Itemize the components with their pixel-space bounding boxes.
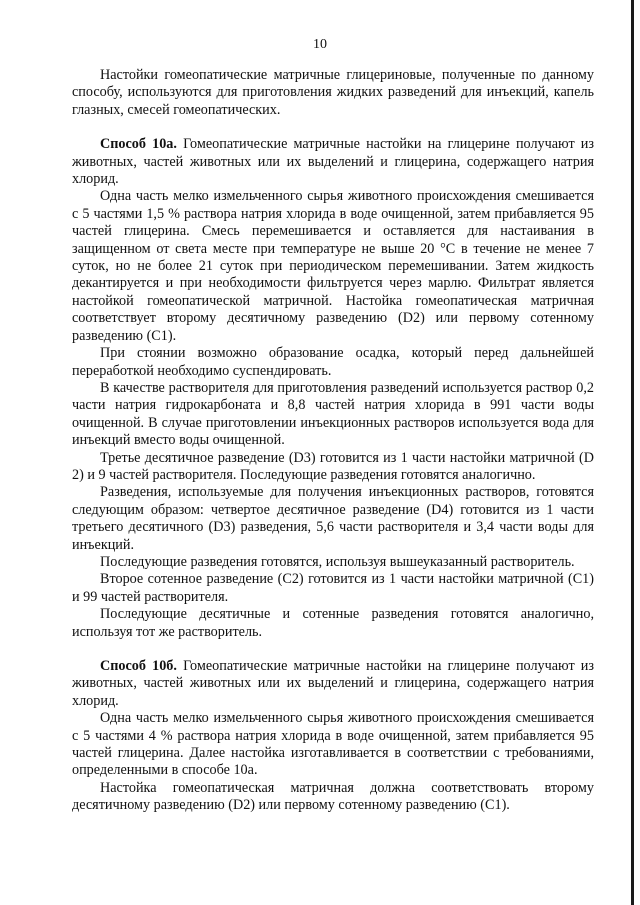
method-10a-title: Способ 10а. xyxy=(100,136,177,153)
paragraph-method-10b-procedure: Одна часть мелко измельченного сырья животного происхождения смешивается с 5 частями 4 % раствора натрия хлорида в воде очищенной, затем прибавляется 95 частей глицерина. Далее настойка изготавливается в соответствии с требованиями, определенными в способе 10а. xyxy=(72,710,594,779)
page-number: 10 xyxy=(313,37,327,52)
paragraph-further-dilutions: Последующие десятичные и сотенные разведения готовятся аналогично, используя тот же растворитель. xyxy=(72,606,594,640)
paragraph-method-10a-procedure: Одна часть мелко измельченного сырья животного происхождения смешивается с 5 частями 1,5 % раствора натрия хлорида в воде очищенной, затем прибавляется 95 частей глицерина. Смесь перемешивается и оставляется для настаивания в защищенном от света месте при температуре не выше 20 °С в течение не менее 7 суток, но не более 21 суток при периодическом перемешивании. Затем жидкость декантируется и при необходимости фильтруется через марлю. Фильтрат является настойкой гомеопатической матричной. Настойка гомеопатическая матричная соответствует второму десятичному разведению (D2) или первому сотенному разведению (С1). xyxy=(72,188,594,344)
method-10b-title: Способ 10б. xyxy=(100,658,177,674)
paragraph-intro: Настойки гомеопатические матричные глицериновые, полученные по данному способу, используются для приготовления жидких разведений для инъекций, капель глазных, смесей гомеопатических. xyxy=(72,67,594,118)
page-edge-border xyxy=(631,0,634,905)
paragraph-injection-dilutions: Разведения, используемые для получения инъекционных растворов, готовятся следующим образом: четвертое десятичное разведение (D4) готовится из 1 части третьего десятичного (D3) разведения, 5,6 части растворителя и 3,4 части воды для инъекций. xyxy=(72,484,594,553)
paragraph-method-10b-heading xyxy=(72,658,594,710)
method-10b-description: Гомеопатические матричные настойки на глицерине получают из животных, частей животных или их выделений и глицерина, содержащего натрия хлорид. xyxy=(72,658,594,709)
paragraph-sediment-note: При стоянии возможно образование осадка, который перед дальнейшей переработкой необходимо суспендировать. xyxy=(72,345,594,379)
paragraph-method-10b-conformity: Настойка гомеопатическая матричная должна соответствовать второму десятичному разведению (D2) или первому сотенному разведению (С1). xyxy=(72,779,594,814)
paragraph-third-decimal-dilution: Третье десятичное разведение (D3) готовится из 1 части настойки матричной (D 2) и 9 частей растворителя. Последующие разведения готовятся аналогично. xyxy=(72,449,594,483)
document-body xyxy=(72,67,594,815)
paragraph-second-centesimal-dilution: Второе сотенное разведение (С2) готовится из 1 части настойки матричной (С1) и 99 частей растворителя. xyxy=(72,571,594,605)
paragraph-subsequent-dilutions: Последующие разведения готовятся, используя вышеуказанный растворитель. xyxy=(100,553,575,570)
method-10a-description: Гомеопатические матричные настойки на глицерине получают из животных, частей животных или их выделений и глицерина, содержащего натрия хлорид. xyxy=(72,136,594,188)
paragraph-method-10a-heading xyxy=(72,136,594,188)
paragraph-solvent: В качестве растворителя для приготовления разведений используется раствор 0,2 части натрия гидрокарбоната и 8,8 частей натрия хлорида в 991 части воды очищенной. В случае приготовлении инъекционных растворов используется вода для инъекций вместо воды очищенной. xyxy=(72,379,594,449)
